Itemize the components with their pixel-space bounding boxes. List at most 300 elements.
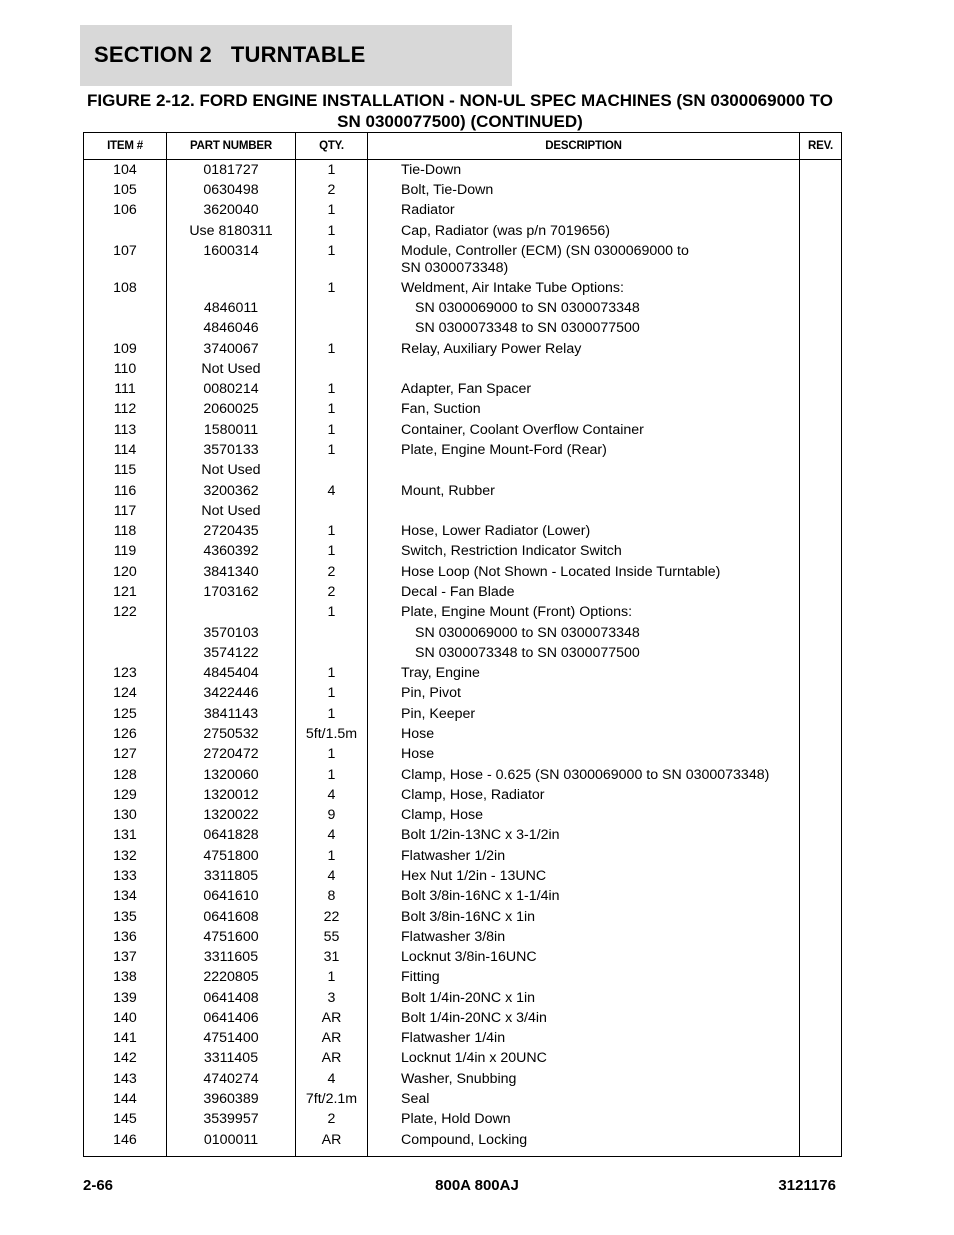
qty-cell: 2 [296,582,368,602]
description-text: SN 0300069000 to SN 0300073348 [415,300,640,317]
table-row [84,180,842,200]
item-cell: 105 [84,180,167,200]
item-cell: 125 [84,704,167,724]
header-rev: REV. [800,133,842,160]
description-text: Locknut 1/4in x 20UNC [401,1050,547,1067]
description-cell [368,1109,800,1129]
item-cell: 128 [84,765,167,785]
part-number-cell: 1320022 [167,805,296,825]
description-cell [368,1049,800,1069]
qty-cell: 2 [296,562,368,582]
table-row [84,724,842,744]
table-row [84,704,842,724]
part-number-cell: Not Used [167,460,296,480]
part-number-cell: 4751400 [167,1028,296,1048]
description-text: SN 0300069000 to SN 0300073348 [415,624,640,641]
description-cell [368,805,800,825]
description-text: Locknut 3/8in-16UNC [401,949,537,966]
description-cell [368,201,800,221]
description-text: Hose Loop (Not Shown - Located Inside Turntable) [401,563,721,580]
rev-cell [800,542,842,562]
table-row [84,623,842,643]
item-cell: 146 [84,1130,167,1150]
item-cell: 120 [84,562,167,582]
rev-cell [800,180,842,200]
part-number-cell: 1580011 [167,420,296,440]
description-text: Bolt 1/4in-20NC x 1in [401,989,536,1006]
part-number-cell: 0080214 [167,379,296,399]
part-number-cell: 1600314 [167,241,296,278]
table-row [84,379,842,399]
part-number-cell: 4845404 [167,663,296,683]
rev-cell [800,278,842,298]
item-cell: 114 [84,440,167,460]
qty-cell: 31 [296,947,368,967]
qty-cell: AR [296,1008,368,1028]
table-bottom-spacer [84,1150,842,1157]
description-text: Hose, Lower Radiator (Lower) [401,523,591,540]
qty-cell: 55 [296,927,368,947]
header-description: DESCRIPTION [368,133,800,160]
description-text: Flatwasher 1/2in [401,847,506,864]
rev-cell [800,643,842,663]
qty-cell: 5ft/1.5m [296,724,368,744]
description-text: Decal - Fan Blade [401,584,515,601]
item-cell: 141 [84,1028,167,1048]
description-text: Bolt 1/4in-20NC x 3/4in [401,1009,547,1026]
qty-cell [296,298,368,318]
description-cell [368,420,800,440]
qty-cell [296,623,368,643]
description-cell [368,521,800,541]
description-text: Hose [401,746,435,763]
description-cell [368,623,800,643]
item-cell [84,318,167,338]
part-number-cell: 3311405 [167,1049,296,1069]
item-cell: 116 [84,481,167,501]
table-body [84,160,842,1157]
item-cell: 107 [84,241,167,278]
description-cell [368,947,800,967]
description-cell [368,1008,800,1028]
item-cell: 138 [84,967,167,987]
table-row [84,359,842,379]
part-number-cell [167,602,296,622]
part-number-cell: 0100011 [167,1130,296,1150]
description-text: Bolt 1/2in-13NC x 3-1/2in [401,827,560,844]
description-text: Hex Nut 1/2in - 13UNC [401,867,547,884]
rev-cell [800,744,842,764]
description-text: Plate, Engine Mount (Front) Options: [401,604,633,621]
qty-cell: AR [296,1130,368,1150]
description-text: Weldment, Air Intake Tube Options: [401,279,624,296]
table-row [84,947,842,967]
description-text: Radiator [401,202,455,219]
description-text: Clamp, Hose, Radiator [401,786,545,803]
qty-cell: 1 [296,241,368,278]
item-cell: 112 [84,400,167,420]
qty-cell: 1 [296,967,368,987]
description-cell [368,886,800,906]
rev-cell [800,1028,842,1048]
qty-cell: 4 [296,826,368,846]
part-number-cell: 2750532 [167,724,296,744]
item-cell: 118 [84,521,167,541]
rev-cell [800,623,842,643]
table-row [84,805,842,825]
table-row [84,744,842,764]
item-cell: 132 [84,846,167,866]
part-number-cell: 2220805 [167,967,296,987]
qty-cell [296,501,368,521]
table-row [84,582,842,602]
qty-cell: 1 [296,602,368,622]
description-text: Clamp, Hose [401,807,484,824]
model-name: 800A 800AJ [435,1177,519,1194]
part-number-cell: 4751600 [167,927,296,947]
qty-cell: 1 [296,704,368,724]
qty-cell: 1 [296,379,368,399]
item-cell: 110 [84,359,167,379]
description-cell [368,359,800,379]
description-cell [368,967,800,987]
item-cell: 140 [84,1008,167,1028]
description-cell [368,460,800,480]
description-cell [368,298,800,318]
description-text: Fitting [401,969,440,986]
description-cell [368,400,800,420]
header-item: ITEM # [84,133,167,160]
table-row [84,826,842,846]
rev-cell [800,826,842,846]
item-cell: 121 [84,582,167,602]
rev-cell [800,1089,842,1109]
description-text: SN 0300073348 to SN 0300077500 [415,320,640,337]
qty-cell: 4 [296,866,368,886]
description-cell [368,1130,800,1150]
table-row [84,684,842,704]
description-cell [368,846,800,866]
header-part-number: PART NUMBER [167,133,296,160]
part-number-cell: 3570133 [167,440,296,460]
description-text: Tie-Down [401,161,462,178]
item-cell: 127 [84,744,167,764]
description-cell [368,1028,800,1048]
description-text: Hose [401,725,435,742]
part-number-cell: 2720435 [167,521,296,541]
part-number-cell: 4846046 [167,318,296,338]
description-cell [368,602,800,622]
description-text: Tray, Engine [401,665,480,682]
part-number-cell: 0630498 [167,180,296,200]
part-number-cell: 1320060 [167,765,296,785]
description-cell [368,684,800,704]
part-number-cell: 1703162 [167,582,296,602]
rev-cell [800,339,842,359]
description-cell [368,988,800,1008]
description-text: Pin, Keeper [401,705,476,722]
rev-cell [800,501,842,521]
part-number-cell: 2060025 [167,400,296,420]
description-cell [368,339,800,359]
table-row [84,1130,842,1150]
description-cell [368,907,800,927]
qty-cell: 1 [296,221,368,241]
description-cell [368,582,800,602]
table-header-row [84,133,842,160]
item-cell: 124 [84,684,167,704]
qty-cell: 2 [296,1109,368,1129]
description-cell [368,440,800,460]
description-cell [368,826,800,846]
description-cell [368,927,800,947]
qty-cell: 1 [296,420,368,440]
rev-cell [800,907,842,927]
description-text: Relay, Auxiliary Power Relay [401,340,582,357]
rev-cell [800,967,842,987]
description-text: Switch, Restriction Indicator Switch [401,543,622,560]
part-number-cell: 1320012 [167,785,296,805]
section-title: SECTION 2 TURNTABLE [94,42,366,67]
rev-cell [800,1008,842,1028]
part-number-cell: 0641828 [167,826,296,846]
description-text: Flatwasher 3/8in [401,928,506,945]
description-cell [368,663,800,683]
table-row [84,501,842,521]
table-row [84,907,842,927]
rev-cell [800,160,842,181]
table-row [84,765,842,785]
rev-cell [800,241,842,278]
part-number-cell: 3200362 [167,481,296,501]
part-number-cell: 3841143 [167,704,296,724]
qty-cell: 1 [296,339,368,359]
item-cell: 122 [84,602,167,622]
rev-cell [800,359,842,379]
item-cell: 142 [84,1049,167,1069]
qty-cell: 22 [296,907,368,927]
qty-cell: 1 [296,663,368,683]
rev-cell [800,318,842,338]
part-number-cell: 3539957 [167,1109,296,1129]
part-number-cell: 3311805 [167,866,296,886]
rev-cell [800,379,842,399]
item-cell: 129 [84,785,167,805]
table-row [84,241,842,278]
qty-cell [296,460,368,480]
description-cell [368,1069,800,1089]
rev-cell [800,886,842,906]
rev-cell [800,400,842,420]
rev-cell [800,562,842,582]
item-cell: 145 [84,1109,167,1129]
item-cell: 143 [84,1069,167,1089]
table-row [84,481,842,501]
item-cell: 123 [84,663,167,683]
qty-cell: 1 [296,160,368,181]
item-cell: 131 [84,826,167,846]
table-row [84,460,842,480]
part-number-cell: 3570103 [167,623,296,643]
part-number-cell: 4751800 [167,846,296,866]
qty-cell [296,643,368,663]
qty-cell: 1 [296,684,368,704]
item-cell: 134 [84,886,167,906]
table-row [84,886,842,906]
table-row [84,400,842,420]
table-row [84,1069,842,1089]
qty-cell: AR [296,1049,368,1069]
description-cell [368,866,800,886]
table-row [84,339,842,359]
table-row [84,1089,842,1109]
document-number: 3121176 [778,1177,836,1194]
description-cell [368,241,800,278]
qty-cell: 8 [296,886,368,906]
figure-title-line-2: SN 0300077500) (CONTINUED) [337,112,583,131]
rev-cell [800,947,842,967]
spacer-cell [368,1150,800,1157]
part-number-cell [167,278,296,298]
part-number-cell: 3960389 [167,1089,296,1109]
table-row [84,602,842,622]
description-text: SN 0300073348 to SN 0300077500 [415,644,640,661]
qty-cell: 9 [296,805,368,825]
table-row [84,846,842,866]
qty-cell: 1 [296,201,368,221]
spacer-cell [296,1150,368,1157]
table-row [84,1008,842,1028]
part-number-cell: Not Used [167,359,296,379]
qty-cell: 1 [296,278,368,298]
part-number-cell: 3311605 [167,947,296,967]
description-text: Bolt, Tie-Down [401,182,494,199]
rev-cell [800,724,842,744]
table-row [84,440,842,460]
qty-cell: 1 [296,440,368,460]
part-number-cell: 3841340 [167,562,296,582]
description-text: Cap, Radiator (was p/n 7019656) [401,222,610,239]
description-text: Plate, Engine Mount-Ford (Rear) [401,442,607,459]
description-text: Mount, Rubber [401,482,495,499]
rev-cell [800,785,842,805]
rev-cell [800,221,842,241]
page-number: 2-66 [83,1177,114,1194]
rev-cell [800,927,842,947]
description-cell [368,562,800,582]
item-cell: 135 [84,907,167,927]
table-row [84,420,842,440]
description-text: Washer, Snubbing [401,1070,517,1087]
qty-cell: 1 [296,744,368,764]
rev-cell [800,846,842,866]
description-cell [368,318,800,338]
description-text: Module, Controller (ECM) (SN 0300069000 to [401,243,689,260]
item-cell [84,298,167,318]
item-cell: 109 [84,339,167,359]
item-cell: 104 [84,160,167,181]
part-number-cell: Use 8180311 [167,221,296,241]
figure-title [60,90,860,132]
qty-cell: 1 [296,521,368,541]
description-text: Fan, Suction [401,401,481,418]
table-row [84,785,842,805]
rev-cell [800,440,842,460]
description-text: Container, Coolant Overflow Container [401,421,644,438]
qty-cell: AR [296,1028,368,1048]
item-cell [84,221,167,241]
description-cell [368,744,800,764]
description-cell [368,278,800,298]
table-row [84,663,842,683]
rev-cell [800,298,842,318]
item-cell: 139 [84,988,167,1008]
table-row [84,643,842,663]
item-cell [84,623,167,643]
description-text: Bolt 3/8in-16NC x 1-1/4in [401,888,560,905]
description-cell [368,765,800,785]
item-cell: 130 [84,805,167,825]
table-row [84,866,842,886]
description-text: Plate, Hold Down [401,1111,511,1128]
item-cell [84,643,167,663]
figure-title-line-1: FIGURE 2-12. FORD ENGINE INSTALLATION - NON-UL SPEC MACHINES (SN 0300069000 TO [87,91,833,110]
qty-cell: 1 [296,400,368,420]
description-text-continued: SN 0300073348) [401,259,509,276]
item-cell: 126 [84,724,167,744]
item-cell: 115 [84,460,167,480]
item-cell: 106 [84,201,167,221]
description-cell [368,501,800,521]
spacer-cell [800,1150,842,1157]
part-number-cell: 0641406 [167,1008,296,1028]
item-cell: 117 [84,501,167,521]
qty-cell [296,318,368,338]
rev-cell [800,765,842,785]
rev-cell [800,201,842,221]
qty-cell: 2 [296,180,368,200]
spacer-cell [84,1150,167,1157]
item-cell: 137 [84,947,167,967]
description-text: Pin, Pivot [401,685,461,702]
item-cell: 133 [84,866,167,886]
description-text: Clamp, Hose - 0.625 (SN 0300069000 to SN 0300073348) [401,766,770,783]
item-cell: 119 [84,542,167,562]
table-row [84,562,842,582]
table-row [84,967,842,987]
description-cell [368,481,800,501]
part-number-cell: 4740274 [167,1069,296,1089]
description-cell [368,221,800,241]
part-number-cell: 0641408 [167,988,296,1008]
description-cell [368,785,800,805]
qty-cell: 1 [296,765,368,785]
description-cell [368,542,800,562]
spacer-cell [167,1150,296,1157]
item-cell: 144 [84,1089,167,1109]
rev-cell [800,1069,842,1089]
rev-cell [800,460,842,480]
qty-cell: 1 [296,846,368,866]
part-number-cell: 0641610 [167,886,296,906]
rev-cell [800,684,842,704]
qty-cell: 3 [296,988,368,1008]
table-row [84,160,842,181]
table-row [84,221,842,241]
description-cell [368,704,800,724]
rev-cell [800,420,842,440]
description-cell [368,160,800,181]
